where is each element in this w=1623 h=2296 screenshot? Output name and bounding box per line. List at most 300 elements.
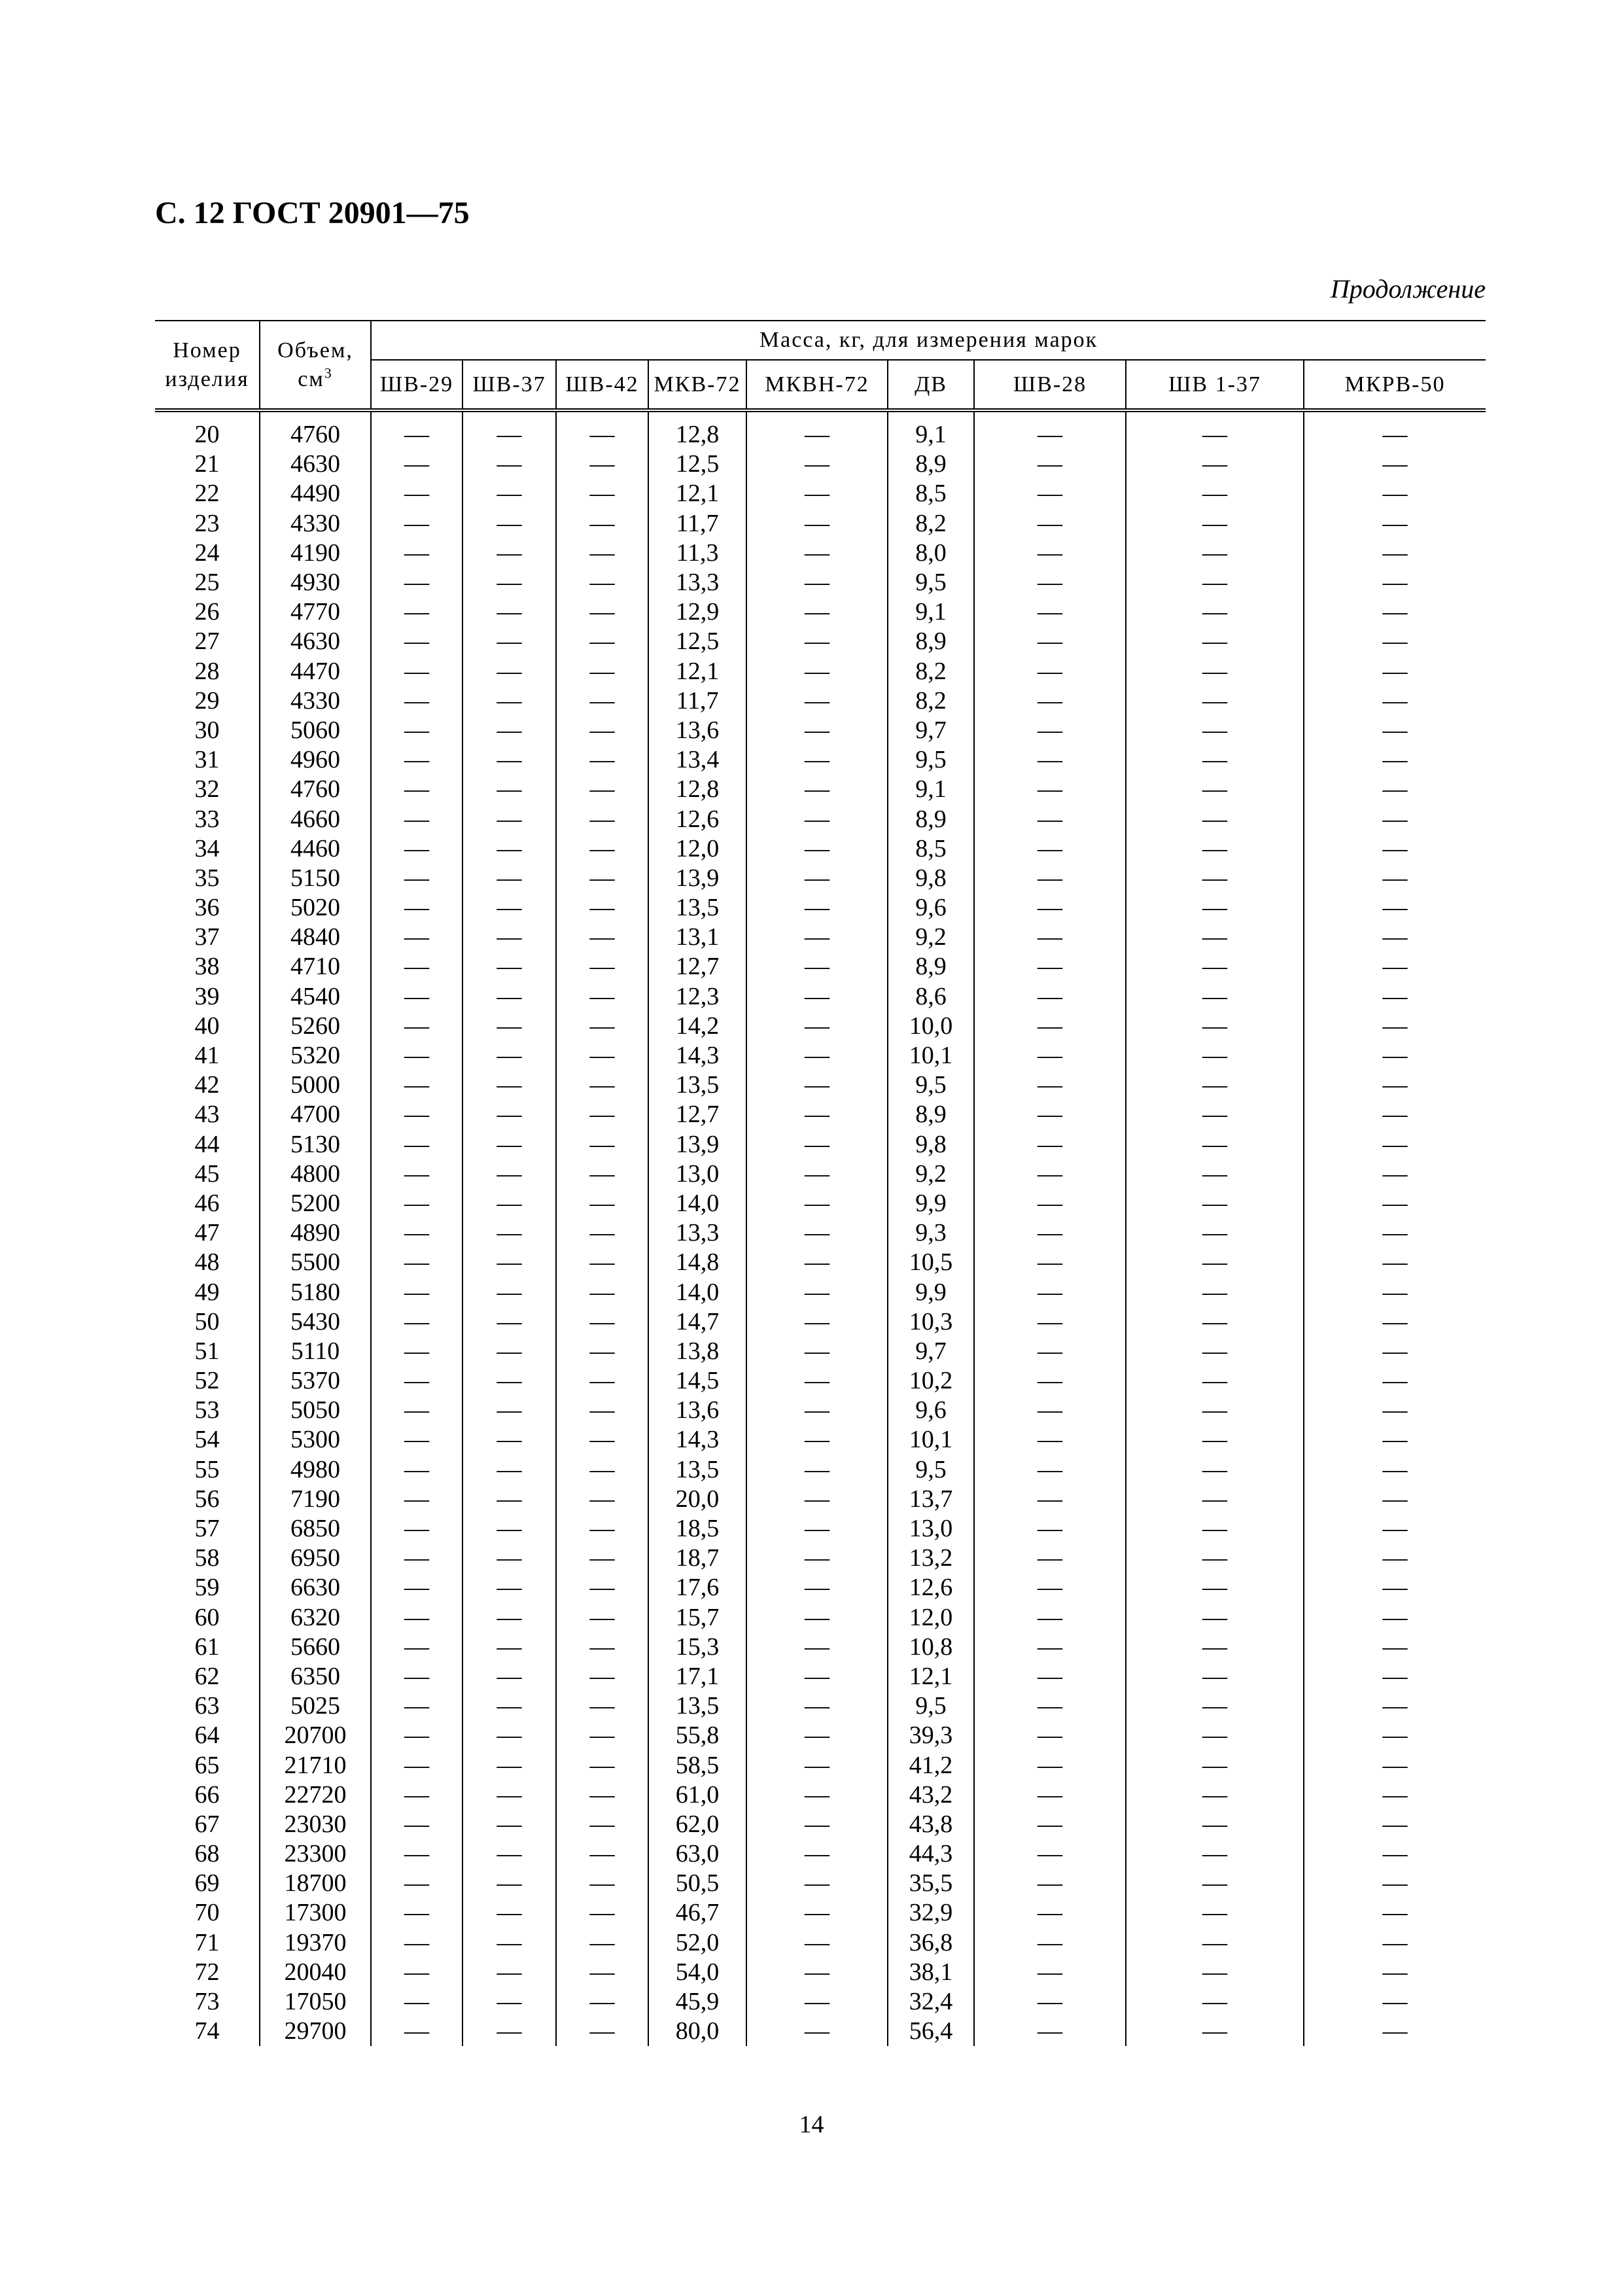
cell-mass: — bbox=[974, 1928, 1126, 1958]
cell-mass: — bbox=[1126, 1130, 1304, 1159]
cell-volume: 5260 bbox=[260, 1012, 371, 1041]
cell-volume: 29700 bbox=[260, 2017, 371, 2046]
cell-mass: — bbox=[974, 1780, 1126, 1810]
cell-mass: — bbox=[1126, 745, 1304, 775]
cell-mass: 8,2 bbox=[888, 509, 974, 539]
column-group-header-mass: Масса, кг, для измерения марок bbox=[371, 321, 1486, 360]
cell-mass: 12,6 bbox=[648, 804, 746, 834]
cell-mass: — bbox=[556, 1691, 648, 1721]
cell-mass: — bbox=[1304, 1633, 1486, 1662]
cell-mass: 12,3 bbox=[648, 982, 746, 1012]
cell-mass: 17,1 bbox=[648, 1662, 746, 1691]
cell-mass: — bbox=[462, 1366, 556, 1396]
cell-mass: — bbox=[1304, 1366, 1486, 1396]
cell-mass: — bbox=[1304, 1898, 1486, 1928]
cell-volume: 5060 bbox=[260, 716, 371, 745]
cell-volume: 6350 bbox=[260, 1662, 371, 1691]
cell-mass: 9,7 bbox=[888, 716, 974, 745]
cell-mass: — bbox=[1126, 1544, 1304, 1573]
cell-mass: 14,5 bbox=[648, 1366, 746, 1396]
cell-mass: — bbox=[1126, 1633, 1304, 1662]
cell-mass: — bbox=[1304, 450, 1486, 479]
cell-mass: 10,3 bbox=[888, 1307, 974, 1337]
cell-mass: — bbox=[1304, 1130, 1486, 1159]
cell-mass: — bbox=[974, 1721, 1126, 1750]
cell-mass: — bbox=[1126, 1839, 1304, 1869]
cell-volume: 6950 bbox=[260, 1544, 371, 1573]
cell-mass: — bbox=[1304, 952, 1486, 981]
table-row bbox=[155, 923, 1486, 952]
cell-mass: — bbox=[1304, 2017, 1486, 2046]
cell-mass: 12,5 bbox=[648, 627, 746, 656]
cell-volume: 17050 bbox=[260, 1987, 371, 2017]
cell-mass: 14,3 bbox=[648, 1041, 746, 1070]
table-row bbox=[155, 1928, 1486, 1958]
cell-mass: — bbox=[462, 1573, 556, 1602]
cell-mass: 18,7 bbox=[648, 1544, 746, 1573]
cell-item-number: 48 bbox=[194, 1248, 220, 1277]
cell-mass: — bbox=[974, 775, 1126, 804]
cell-mass: — bbox=[746, 1721, 888, 1750]
cell-volume: 20040 bbox=[260, 1958, 371, 1987]
cell-mass: — bbox=[462, 716, 556, 745]
cell-mass: — bbox=[1126, 1396, 1304, 1425]
column-header-brand: ШВ-37 bbox=[462, 360, 556, 410]
cell-mass: — bbox=[1126, 1425, 1304, 1455]
cell-mass: — bbox=[462, 1780, 556, 1810]
cell-mass: — bbox=[974, 1100, 1126, 1129]
cell-mass: — bbox=[746, 539, 888, 568]
cell-item-number: 65 bbox=[194, 1751, 220, 1779]
cell-mass: 13,6 bbox=[648, 1396, 746, 1425]
cell-item-number: 29 bbox=[194, 686, 220, 715]
cell-mass: — bbox=[746, 1366, 888, 1396]
cell-mass: 12,1 bbox=[888, 1662, 974, 1691]
cell-mass: — bbox=[462, 1514, 556, 1544]
cell-mass: — bbox=[371, 1750, 462, 1780]
cell-mass: — bbox=[462, 804, 556, 834]
cell-mass: — bbox=[556, 1958, 648, 1987]
cell-mass: — bbox=[1304, 1100, 1486, 1129]
cell-mass: 45,9 bbox=[648, 1987, 746, 2017]
table-row bbox=[155, 1544, 1486, 1573]
cell-mass: — bbox=[746, 804, 888, 834]
cell-mass: — bbox=[974, 1189, 1126, 1218]
cell-mass: — bbox=[974, 539, 1126, 568]
cell-mass: 9,1 bbox=[888, 775, 974, 804]
cell-item-number: 73 bbox=[194, 1988, 220, 2016]
cell-mass: — bbox=[974, 509, 1126, 539]
table-row bbox=[155, 716, 1486, 745]
cell-mass: 9,7 bbox=[888, 1337, 974, 1366]
table-row bbox=[155, 686, 1486, 716]
cell-volume: 4890 bbox=[260, 1218, 371, 1248]
cell-mass: 8,9 bbox=[888, 804, 974, 834]
cell-volume: 17300 bbox=[260, 1898, 371, 1928]
cell-mass: — bbox=[371, 627, 462, 656]
table-row bbox=[155, 1662, 1486, 1691]
table-row bbox=[155, 1425, 1486, 1455]
cell-mass: — bbox=[462, 1987, 556, 2017]
cell-mass: — bbox=[371, 1366, 462, 1396]
cell-mass: — bbox=[462, 1839, 556, 1869]
cell-mass: — bbox=[371, 864, 462, 893]
table-row bbox=[155, 539, 1486, 568]
cell-mass: — bbox=[371, 509, 462, 539]
cell-mass: — bbox=[1126, 1218, 1304, 1248]
cell-mass: 13,7 bbox=[888, 1485, 974, 1514]
cell-mass: — bbox=[1304, 1869, 1486, 1898]
cell-mass: — bbox=[1126, 952, 1304, 981]
column-header-number: Номер изделия bbox=[155, 321, 260, 410]
cell-mass: — bbox=[746, 1218, 888, 1248]
cell-mass: 14,2 bbox=[648, 1012, 746, 1041]
cell-mass: — bbox=[556, 627, 648, 656]
cell-mass: 63,0 bbox=[648, 1839, 746, 1869]
cell-mass: 13,2 bbox=[888, 1544, 974, 1573]
cell-item-number: 45 bbox=[194, 1159, 220, 1188]
cell-item-number: 31 bbox=[194, 746, 220, 774]
cell-mass: — bbox=[556, 597, 648, 627]
cell-mass: 8,5 bbox=[888, 479, 974, 508]
cell-mass: — bbox=[556, 1633, 648, 1662]
cell-mass: — bbox=[974, 1070, 1126, 1100]
cell-mass: — bbox=[746, 923, 888, 952]
cell-mass: — bbox=[974, 568, 1126, 597]
cell-mass: 55,8 bbox=[648, 1721, 746, 1750]
cell-volume: 4760 bbox=[260, 410, 371, 450]
cell-mass: — bbox=[556, 1750, 648, 1780]
cell-mass: — bbox=[462, 509, 556, 539]
cell-mass: — bbox=[746, 982, 888, 1012]
cell-mass: — bbox=[556, 1218, 648, 1248]
cell-mass: 8,9 bbox=[888, 1100, 974, 1129]
cell-mass: 13,0 bbox=[888, 1514, 974, 1544]
cell-mass: — bbox=[1126, 1780, 1304, 1810]
cell-mass: — bbox=[371, 1100, 462, 1129]
cell-item-number: 47 bbox=[194, 1219, 220, 1247]
cell-volume: 4980 bbox=[260, 1455, 371, 1485]
cell-item-number: 36 bbox=[194, 894, 220, 922]
cell-mass: — bbox=[462, 1544, 556, 1573]
cell-mass: — bbox=[1304, 1958, 1486, 1987]
cell-mass: — bbox=[371, 686, 462, 716]
cell-mass: 12,8 bbox=[648, 410, 746, 450]
cell-mass: — bbox=[974, 1662, 1126, 1691]
cell-mass: — bbox=[371, 1987, 462, 2017]
cell-mass: — bbox=[974, 1898, 1126, 1928]
cell-item-number: 25 bbox=[194, 569, 220, 597]
cell-item-number: 69 bbox=[194, 1869, 220, 1898]
cell-mass: — bbox=[1304, 686, 1486, 716]
column-header-volume: Объем, $см^3$ bbox=[260, 321, 371, 410]
cell-mass: — bbox=[371, 1337, 462, 1366]
cell-mass: 13,3 bbox=[648, 1218, 746, 1248]
cell-mass: — bbox=[974, 952, 1126, 981]
cell-mass: — bbox=[556, 509, 648, 539]
page-number: 14 bbox=[799, 2111, 824, 2138]
cell-mass: — bbox=[746, 1159, 888, 1189]
table-row bbox=[155, 893, 1486, 923]
cell-mass: — bbox=[1126, 657, 1304, 686]
table-row bbox=[155, 1958, 1486, 1987]
cell-mass: — bbox=[371, 952, 462, 981]
cell-mass: — bbox=[1126, 479, 1304, 508]
cell-volume: 19370 bbox=[260, 1928, 371, 1958]
cell-volume: 6320 bbox=[260, 1603, 371, 1633]
cell-mass: — bbox=[371, 1869, 462, 1898]
cell-mass: — bbox=[974, 1366, 1126, 1396]
table-row bbox=[155, 1898, 1486, 1928]
column-header-brand: МКВ-72 bbox=[648, 360, 746, 410]
cell-mass: — bbox=[371, 1218, 462, 1248]
cell-mass: 11,3 bbox=[648, 539, 746, 568]
cell-mass: 8,0 bbox=[888, 539, 974, 568]
cell-mass: — bbox=[974, 745, 1126, 775]
cell-mass: 9,1 bbox=[888, 410, 974, 450]
cell-mass: — bbox=[974, 1573, 1126, 1602]
cell-mass: — bbox=[462, 1396, 556, 1425]
cell-mass: — bbox=[556, 1366, 648, 1396]
table-row bbox=[155, 1248, 1486, 1277]
cell-volume: 6850 bbox=[260, 1514, 371, 1544]
cell-volume: 4630 bbox=[260, 450, 371, 479]
cell-mass: — bbox=[746, 2017, 888, 2046]
cell-mass: — bbox=[371, 1780, 462, 1810]
cell-mass: — bbox=[746, 1662, 888, 1691]
cell-mass: — bbox=[1304, 893, 1486, 923]
cell-mass: 50,5 bbox=[648, 1869, 746, 1898]
cell-mass: — bbox=[1304, 410, 1486, 450]
cell-mass: — bbox=[746, 745, 888, 775]
cell-mass: 12,1 bbox=[648, 479, 746, 508]
cell-mass: — bbox=[462, 1928, 556, 1958]
cell-item-number: 68 bbox=[194, 1840, 220, 1868]
cell-item-number: 22 bbox=[194, 480, 220, 508]
cell-mass: — bbox=[371, 1485, 462, 1514]
cell-mass: — bbox=[746, 716, 888, 745]
cell-mass: — bbox=[1126, 1307, 1304, 1337]
cell-mass: — bbox=[1126, 775, 1304, 804]
cell-mass: — bbox=[974, 1277, 1126, 1307]
cell-mass: — bbox=[462, 893, 556, 923]
cell-mass: — bbox=[746, 686, 888, 716]
cell-mass: — bbox=[974, 864, 1126, 893]
cell-volume: 5370 bbox=[260, 1366, 371, 1396]
cell-mass: — bbox=[974, 716, 1126, 745]
cell-mass: — bbox=[462, 1218, 556, 1248]
cell-mass: — bbox=[974, 686, 1126, 716]
cell-mass: 9,9 bbox=[888, 1189, 974, 1218]
cell-mass: — bbox=[371, 1958, 462, 1987]
cell-mass: — bbox=[746, 568, 888, 597]
cell-mass: 15,7 bbox=[648, 1603, 746, 1633]
table-row bbox=[155, 410, 1486, 450]
cell-mass: — bbox=[371, 834, 462, 864]
cell-mass: — bbox=[462, 982, 556, 1012]
cell-mass: 12,5 bbox=[648, 450, 746, 479]
cell-mass: — bbox=[462, 1485, 556, 1514]
cell-mass: — bbox=[462, 568, 556, 597]
cell-mass: — bbox=[1304, 509, 1486, 539]
cell-mass: — bbox=[556, 1721, 648, 1750]
cell-item-number: 30 bbox=[194, 716, 220, 744]
cell-mass: — bbox=[746, 893, 888, 923]
cell-mass: — bbox=[974, 1544, 1126, 1573]
table-row bbox=[155, 1100, 1486, 1129]
cell-mass: — bbox=[1304, 657, 1486, 686]
cell-mass: — bbox=[1126, 1662, 1304, 1691]
cell-mass: — bbox=[371, 1307, 462, 1337]
cell-mass: 9,5 bbox=[888, 1455, 974, 1485]
cell-mass: — bbox=[1304, 716, 1486, 745]
cell-mass: — bbox=[556, 1573, 648, 1602]
cell-mass: — bbox=[746, 597, 888, 627]
cell-mass: 10,2 bbox=[888, 1366, 974, 1396]
cell-mass: 36,8 bbox=[888, 1928, 974, 1958]
cell-mass: — bbox=[974, 1396, 1126, 1425]
table-row bbox=[155, 834, 1486, 864]
cell-mass: — bbox=[746, 1780, 888, 1810]
cell-volume: 4470 bbox=[260, 657, 371, 686]
table-row bbox=[155, 745, 1486, 775]
cell-mass: — bbox=[556, 923, 648, 952]
column-header-brand: ШВ 1-37 bbox=[1126, 360, 1304, 410]
cell-mass: — bbox=[371, 1721, 462, 1750]
cell-mass: — bbox=[974, 1633, 1126, 1662]
cell-mass: — bbox=[974, 479, 1126, 508]
cell-mass: — bbox=[556, 834, 648, 864]
cell-mass: — bbox=[1126, 923, 1304, 952]
cell-mass: — bbox=[556, 1869, 648, 1898]
cell-mass: — bbox=[556, 1041, 648, 1070]
cell-mass: — bbox=[1304, 1041, 1486, 1070]
cell-mass: 13,1 bbox=[648, 923, 746, 952]
cell-item-number: 44 bbox=[194, 1130, 220, 1158]
cell-mass: — bbox=[1304, 775, 1486, 804]
column-header-brand: ДВ bbox=[888, 360, 974, 410]
cell-mass: — bbox=[974, 1869, 1126, 1898]
cell-mass: — bbox=[371, 1662, 462, 1691]
cell-mass: — bbox=[462, 1100, 556, 1129]
cell-mass: — bbox=[974, 1130, 1126, 1159]
cell-volume: 5025 bbox=[260, 1691, 371, 1721]
cell-mass: — bbox=[462, 1248, 556, 1277]
cell-mass: 9,6 bbox=[888, 893, 974, 923]
cell-mass: — bbox=[371, 479, 462, 508]
cell-mass: — bbox=[462, 1070, 556, 1100]
cell-mass: — bbox=[746, 1691, 888, 1721]
cell-volume: 5430 bbox=[260, 1307, 371, 1337]
cell-mass: — bbox=[556, 1307, 648, 1337]
cell-mass: — bbox=[462, 952, 556, 981]
cell-mass: — bbox=[462, 657, 556, 686]
cell-mass: — bbox=[1304, 1987, 1486, 2017]
cell-mass: 11,7 bbox=[648, 686, 746, 716]
cell-item-number: 52 bbox=[194, 1367, 220, 1395]
cell-mass: — bbox=[1126, 1012, 1304, 1041]
table-row bbox=[155, 1189, 1486, 1218]
cell-mass: 18,5 bbox=[648, 1514, 746, 1544]
cell-mass: — bbox=[556, 1603, 648, 1633]
cell-mass: — bbox=[556, 686, 648, 716]
cell-volume: 6630 bbox=[260, 1573, 371, 1602]
table-row bbox=[155, 1750, 1486, 1780]
cell-mass: — bbox=[1126, 1159, 1304, 1189]
cell-item-number: 74 bbox=[194, 2017, 220, 2045]
cell-mass: — bbox=[462, 775, 556, 804]
cell-item-number: 41 bbox=[194, 1042, 220, 1070]
cell-mass: — bbox=[371, 2017, 462, 2046]
cell-mass: — bbox=[974, 804, 1126, 834]
table-row bbox=[155, 657, 1486, 686]
cell-mass: — bbox=[371, 539, 462, 568]
cell-mass: 14,0 bbox=[648, 1277, 746, 1307]
cell-mass: — bbox=[1126, 893, 1304, 923]
cell-mass: — bbox=[746, 775, 888, 804]
table-row bbox=[155, 1869, 1486, 1898]
cell-item-number: 71 bbox=[194, 1928, 220, 1956]
cell-mass: — bbox=[462, 1337, 556, 1366]
cell-volume: 18700 bbox=[260, 1869, 371, 1898]
cell-mass: — bbox=[462, 1691, 556, 1721]
cell-volume: 4190 bbox=[260, 539, 371, 568]
cell-mass: — bbox=[556, 1898, 648, 1928]
cell-mass: — bbox=[974, 1603, 1126, 1633]
cell-mass: 12,0 bbox=[648, 834, 746, 864]
cell-mass: — bbox=[1304, 1485, 1486, 1514]
cell-mass: — bbox=[746, 1810, 888, 1839]
table-row bbox=[155, 1485, 1486, 1514]
cell-item-number: 26 bbox=[194, 598, 220, 626]
cell-mass: — bbox=[974, 2017, 1126, 2046]
cell-mass: — bbox=[1304, 745, 1486, 775]
cell-mass: — bbox=[462, 1425, 556, 1455]
cell-item-number: 51 bbox=[194, 1337, 220, 1365]
cell-mass: 14,7 bbox=[648, 1307, 746, 1337]
cell-mass: — bbox=[1126, 597, 1304, 627]
cell-mass: 9,6 bbox=[888, 1396, 974, 1425]
cell-mass: — bbox=[462, 1455, 556, 1485]
cell-item-number: 21 bbox=[194, 450, 220, 478]
cell-mass: — bbox=[1304, 1337, 1486, 1366]
column-header-brand: МКВН-72 bbox=[746, 360, 888, 410]
cell-mass: — bbox=[746, 450, 888, 479]
cell-mass: — bbox=[746, 1455, 888, 1485]
cell-mass: — bbox=[1304, 1839, 1486, 1869]
continuation-label: Продолжение bbox=[1330, 274, 1486, 304]
cell-mass: — bbox=[556, 1544, 648, 1573]
table-row bbox=[155, 1396, 1486, 1425]
cell-item-number: 64 bbox=[194, 1722, 220, 1750]
cell-mass: 9,9 bbox=[888, 1277, 974, 1307]
cell-mass: — bbox=[371, 1425, 462, 1455]
cell-mass: 13,5 bbox=[648, 1455, 746, 1485]
cell-mass: — bbox=[1126, 982, 1304, 1012]
cell-mass: 11,7 bbox=[648, 509, 746, 539]
cell-volume: 5150 bbox=[260, 864, 371, 893]
cell-mass: 14,3 bbox=[648, 1425, 746, 1455]
cell-mass: — bbox=[974, 1514, 1126, 1544]
cell-mass: — bbox=[746, 864, 888, 893]
cell-mass: — bbox=[556, 982, 648, 1012]
cell-mass: 9,5 bbox=[888, 568, 974, 597]
cell-item-number: 43 bbox=[194, 1101, 220, 1129]
cell-mass: — bbox=[1126, 1750, 1304, 1780]
cell-item-number: 62 bbox=[194, 1662, 220, 1690]
cell-mass: — bbox=[556, 1396, 648, 1425]
cell-mass: — bbox=[746, 627, 888, 656]
